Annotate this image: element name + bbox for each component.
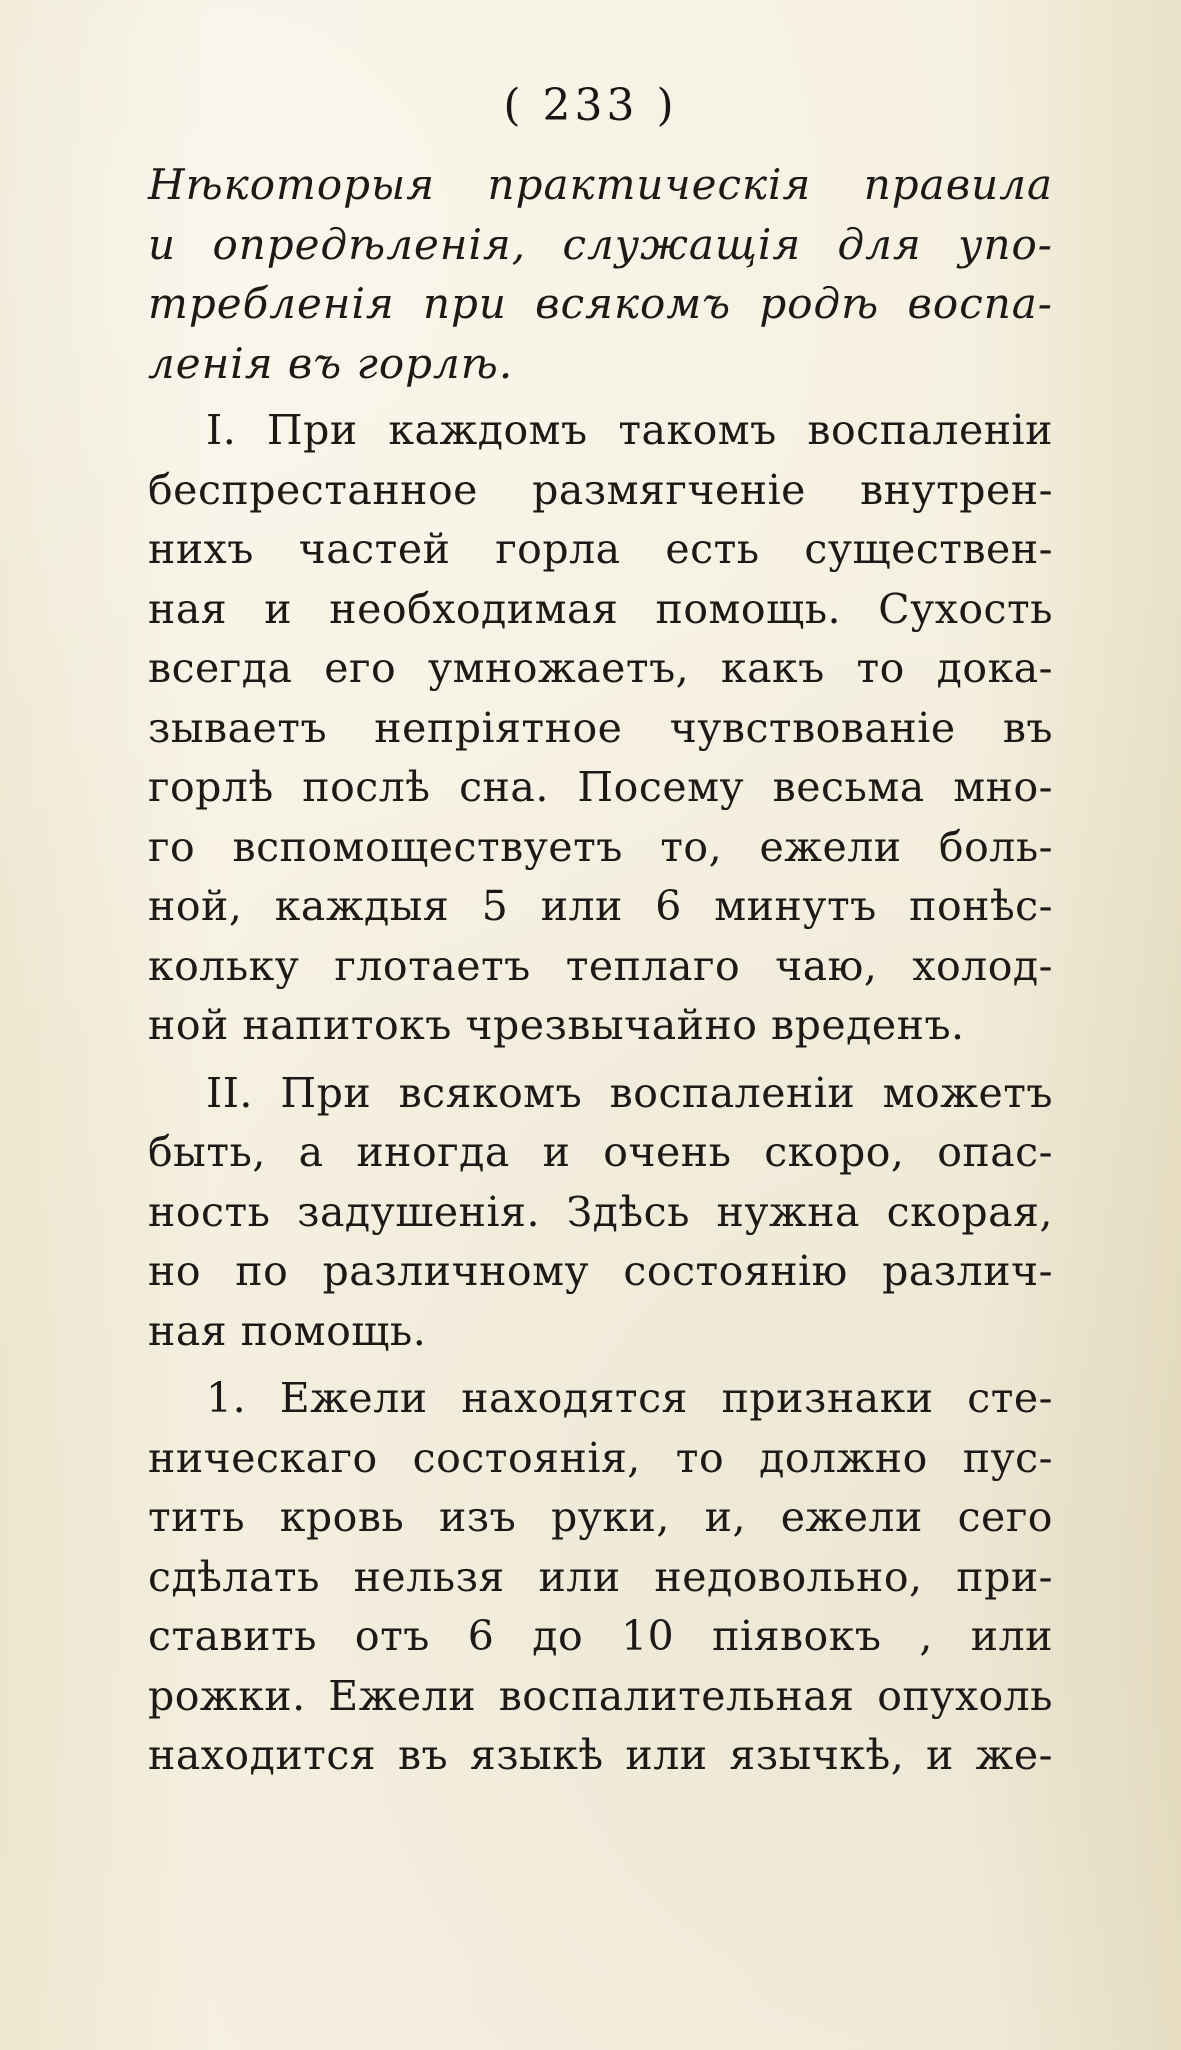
text-line: ной, каждыя 5 или 6 минутъ понѣс-	[148, 882, 1053, 930]
text-line: II. При всякомъ воспаленіи можетъ	[206, 1068, 1053, 1117]
paragraph-subrule-1	[148, 1369, 1053, 1786]
text-line: кольку глотаетъ теплаго чаю, холод-	[148, 941, 1053, 990]
title-line: ленія въ горлѣ.	[148, 338, 514, 388]
text-line: ной напитокъ чрезвычайно вреденъ.	[148, 1001, 965, 1049]
text-line: ставить отъ 6 до 10 піявокъ , или	[148, 1612, 1053, 1660]
text-line: 1. Ежели находятся признаки сте-	[206, 1374, 1053, 1422]
text-line: ность задушенія. Здѣсь нужна скорая,	[148, 1187, 1053, 1236]
title-line: Нѣкоторыя практическія правила	[148, 160, 1053, 209]
text-line: рожки. Ежели воспалительная опухоль	[148, 1671, 1053, 1720]
text-line: I. При каждомъ такомъ воспаленіи	[206, 406, 1053, 454]
text-line: зываетъ непріятное чувствованіе въ	[148, 703, 1053, 752]
text-line: быть, а иногда и очень скоро, опас-	[148, 1128, 1053, 1176]
text-line: го вспомоществуетъ то, ежели боль-	[148, 822, 1053, 871]
text-line: ническаго состоянія, то должно пус-	[148, 1433, 1053, 1482]
text-line: нихъ частей горла есть существен-	[148, 525, 1053, 573]
text-line: горлѣ послѣ сна. Посему весьма мно-	[148, 763, 1053, 811]
section-title	[148, 155, 1053, 393]
text-line: ная и необходимая помощь. Сухость	[148, 584, 1053, 633]
text-line: находится въ языкѣ или язычкѣ, и же-	[148, 1731, 1053, 1779]
text-line: сдѣлать нельзя или недовольно, при-	[148, 1552, 1053, 1601]
text-line: но по различному состоянію различ-	[148, 1247, 1053, 1295]
title-line: и опредѣленія, служащія для упо-	[148, 219, 1053, 269]
page-number: ( 233 )	[503, 80, 678, 131]
title-line: требленія при всякомъ родѣ воспа-	[148, 279, 1053, 328]
text-line: тить кровь изъ руки, и, ежели сего	[148, 1493, 1053, 1541]
paragraph-rule-1	[148, 401, 1053, 1056]
text-line: ная помощь.	[148, 1306, 427, 1355]
page-content	[148, 155, 1053, 1786]
paragraph-rule-2	[148, 1064, 1053, 1362]
text-line: всегда его умножаетъ, какъ то дока-	[148, 644, 1053, 692]
text-line: беспрестанное размягченіе внутрен-	[148, 465, 1053, 514]
